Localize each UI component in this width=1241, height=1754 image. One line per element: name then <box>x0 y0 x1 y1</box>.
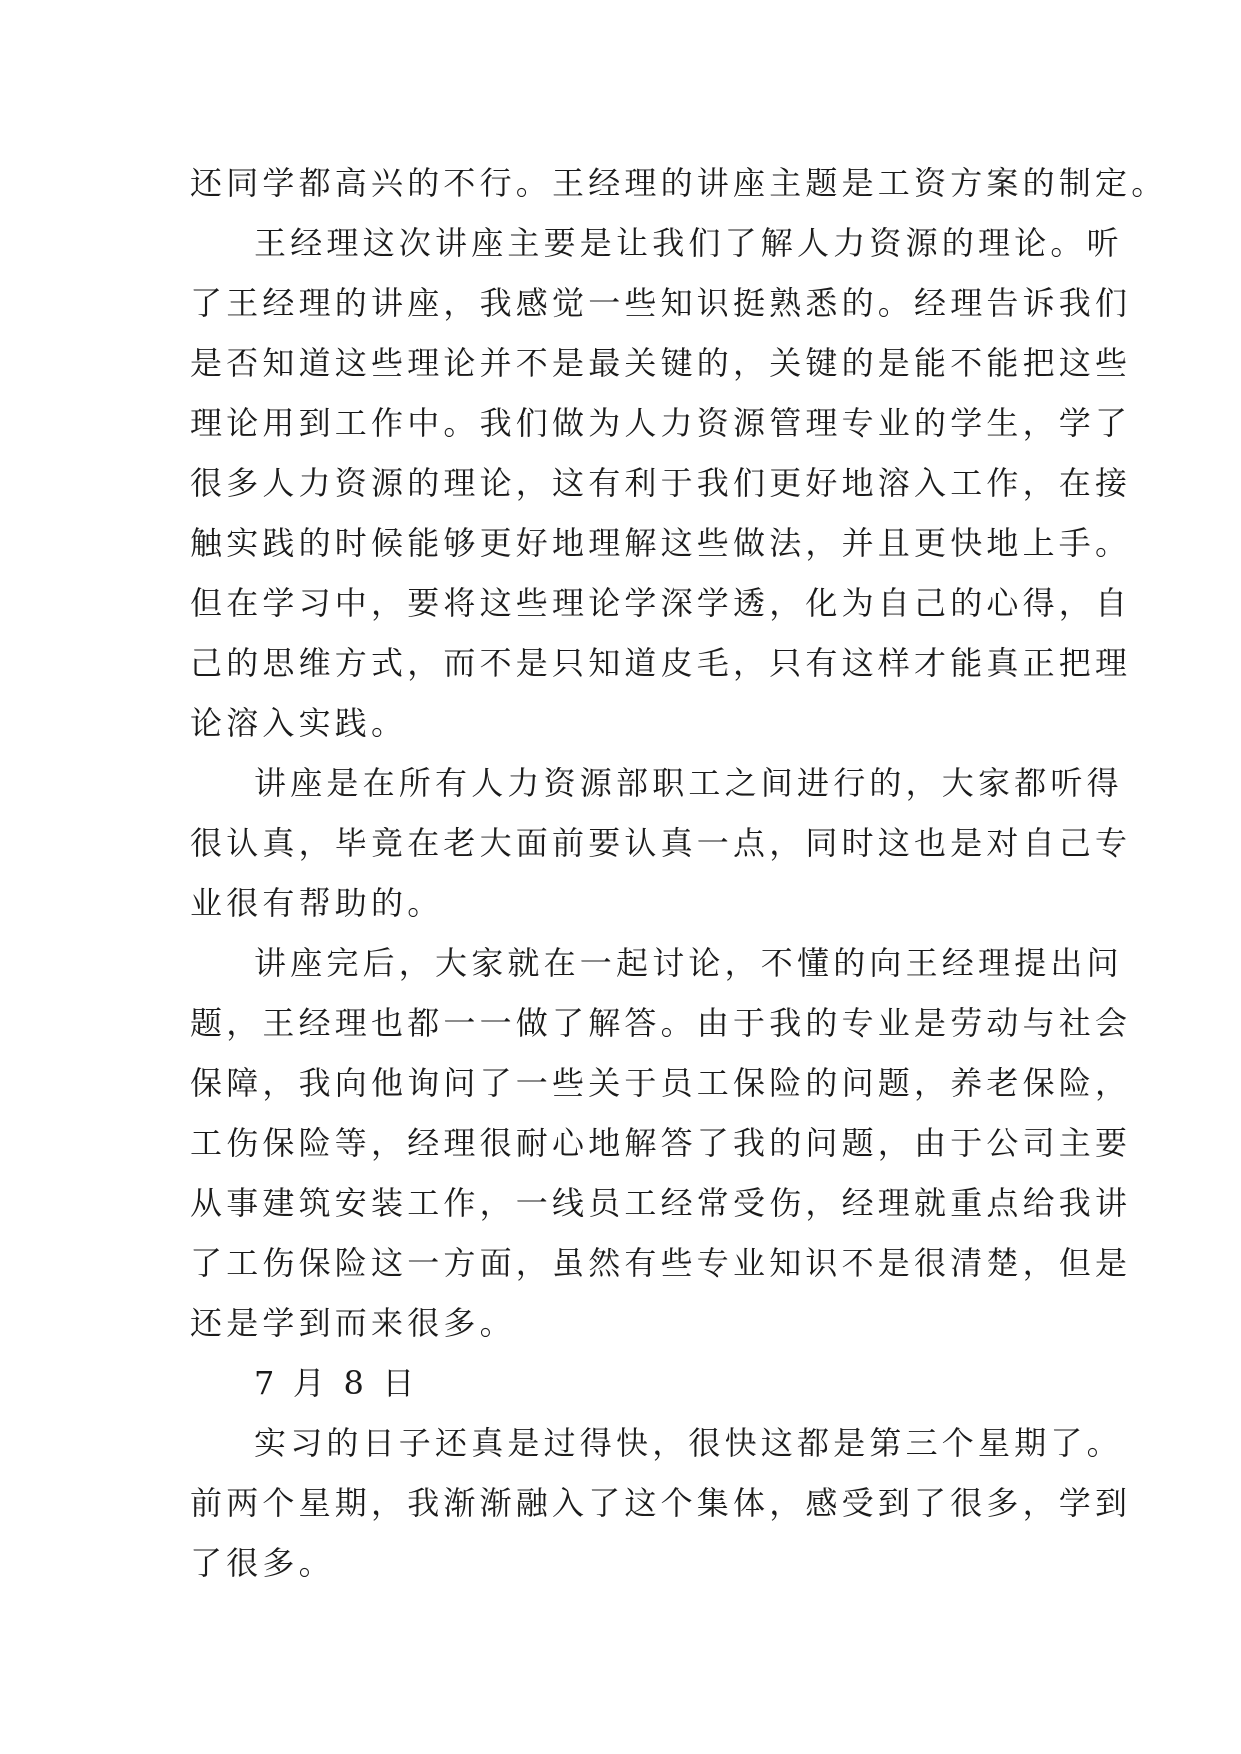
paragraph-line: 题，王经理也都一一做了解答。由于我的专业是劳动与社会 <box>190 1004 1132 1042</box>
paragraph-line: 业很有帮助的。 <box>190 884 444 922</box>
paragraph-line: 讲座完后，大家就在一起讨论，不懂的向王经理提出问 <box>254 944 1123 982</box>
date-heading: 7 月 8 日 <box>254 1364 419 1402</box>
paragraph-line: 了很多。 <box>190 1544 335 1582</box>
paragraph-line: 工伤保险等，经理很耐心地解答了我的问题，由于公司主要 <box>190 1124 1132 1162</box>
paragraph-line: 王经理这次讲座主要是让我们了解人力资源的理论。听 <box>254 224 1123 262</box>
paragraph-line: 实习的日子还真是过得快，很快这都是第三个星期了。 <box>254 1424 1123 1462</box>
paragraph-line: 很多人力资源的理论，这有利于我们更好地溶入工作，在接 <box>190 464 1132 502</box>
paragraph-line: 己的思维方式，而不是只知道皮毛，只有这样才能真正把理 <box>190 644 1132 682</box>
paragraph-line: 从事建筑安装工作，一线员工经常受伤，经理就重点给我讲 <box>190 1184 1132 1222</box>
paragraph-line: 了工伤保险这一方面，虽然有些专业知识不是很清楚，但是 <box>190 1244 1132 1282</box>
paragraph-line: 理论用到工作中。我们做为人力资源管理专业的学生，学了 <box>190 404 1132 442</box>
paragraph-line: 讲座是在所有人力资源部职工之间进行的，大家都听得 <box>254 764 1123 802</box>
paragraph-line: 是否知道这些理论并不是最关键的，关键的是能不能把这些 <box>190 344 1132 382</box>
paragraph-line: 了王经理的讲座，我感觉一些知识挺熟悉的。经理告诉我们 <box>190 284 1132 322</box>
paragraph-line: 很认真，毕竟在老大面前要认真一点，同时这也是对自己专 <box>190 824 1132 862</box>
paragraph-line: 论溶入实践。 <box>190 704 408 742</box>
paragraph-line: 还是学到而来很多。 <box>190 1304 516 1342</box>
paragraph-line: 但在学习中，要将这些理论学深学透，化为自己的心得，自 <box>190 584 1132 622</box>
paragraph-line: 触实践的时候能够更好地理解这些做法，并且更快地上手。 <box>190 524 1132 562</box>
paragraph-line: 前两个星期，我渐渐融入了这个集体，感受到了很多，学到 <box>190 1484 1132 1522</box>
paragraph-line: 保障，我向他询问了一些关于员工保险的问题，养老保险， <box>190 1064 1132 1102</box>
paragraph-line: 还同学都高兴的不行。王经理的讲座主题是工资方案的制定。 <box>190 164 1168 202</box>
